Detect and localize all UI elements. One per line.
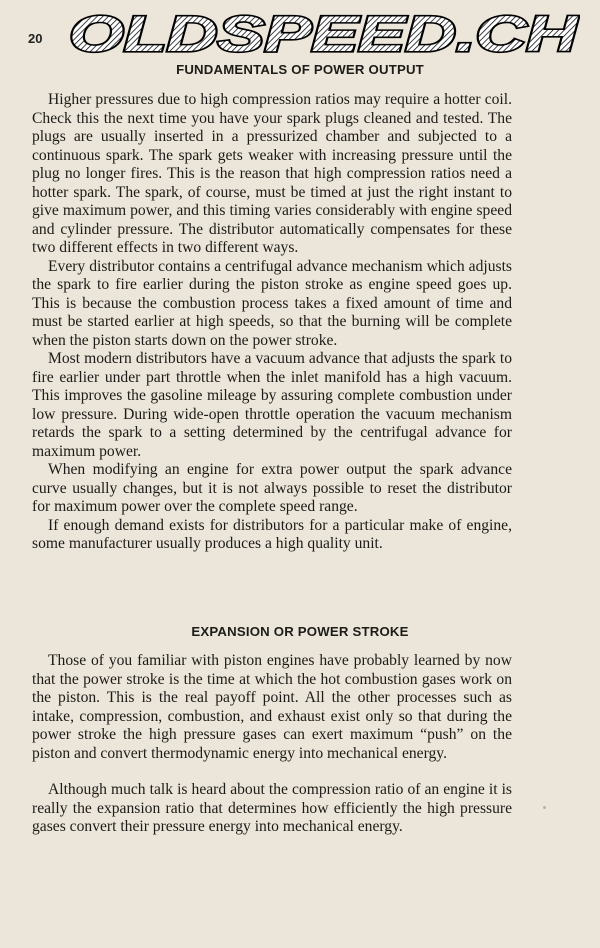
svg-text:OLDSPEED.CH: OLDSPEED.CH	[69, 13, 579, 57]
oldspeed-logo	[66, 13, 580, 57]
section-heading-fundamentals: FUNDAMENTALS OF POWER OUTPUT	[176, 62, 424, 77]
paragraph: Every distributor contains a centrifugal advance mechanism which adjusts the spark to fire earlier during the piston stroke as engine speed goes up. This is because the combustion process takes a fixed amount of time and must be started earlier at high speeds, so that the burning will be complete when the piston starts down on the power stroke.	[32, 257, 512, 349]
paragraph: Those of you familiar with piston engines have probably learned by now that the power stroke is the time at which the hot combustion gases work on the piston. This is the real payoff point. All the other processes such as intake, compression, combustion, and exhaust exist only so that during the power stroke the high pressure gases can exert maximum “push” on the piston and convert thermodynamic energy into mechanical energy.	[32, 652, 512, 762]
page-number: 20	[28, 31, 43, 46]
paragraph: If enough demand exists for distributors for a particular make of engine, some manufacturer usually produces a high quality unit.	[32, 516, 512, 552]
section-body-expansion	[32, 652, 512, 837]
paragraph: Although much talk is heard about the compression ratio of an engine it is really the expansion ratio that determines how efficiently the high pressure gases convert their pressure energy into mechanical energy.	[32, 781, 512, 835]
paragraph: Higher pressures due to high compression ratios may require a hotter coil. Check this the next time you have your spark plugs cleaned and tested. The plugs are usually inserted in a pressurized chamber and subjected to a continuous spark. The spark gets weaker with increasing pressure until the plug no longer fires. This is the reason that high compression ratios need a hotter spark. The spark, of course, must be timed at just the right instant to give maximum power, and this timing varies considerably with engine speed and cylinder pressure. The distributor automatically compensates for these two different effects in two different ways.	[32, 91, 512, 256]
paragraph: Most modern distributors have a vacuum advance that adjusts the spark to fire earlier under part throttle when the inlet manifold has a high vacuum. This improves the gasoline mileage by assuring complete combustion under low pressure. During wide-open throttle operation the vacuum mechanism retards the spark to a setting determined by the centrifugal advance for maximum power.	[32, 350, 512, 460]
section-body-fundamentals	[32, 91, 512, 554]
section-heading-expansion: EXPANSION OR POWER STROKE	[191, 624, 409, 639]
paper-speck	[543, 806, 546, 809]
paragraph: When modifying an engine for extra power output the spark advance curve usually changes, but it is not always possible to reset the distributor for maximum power over the complete speed range.	[32, 461, 512, 515]
